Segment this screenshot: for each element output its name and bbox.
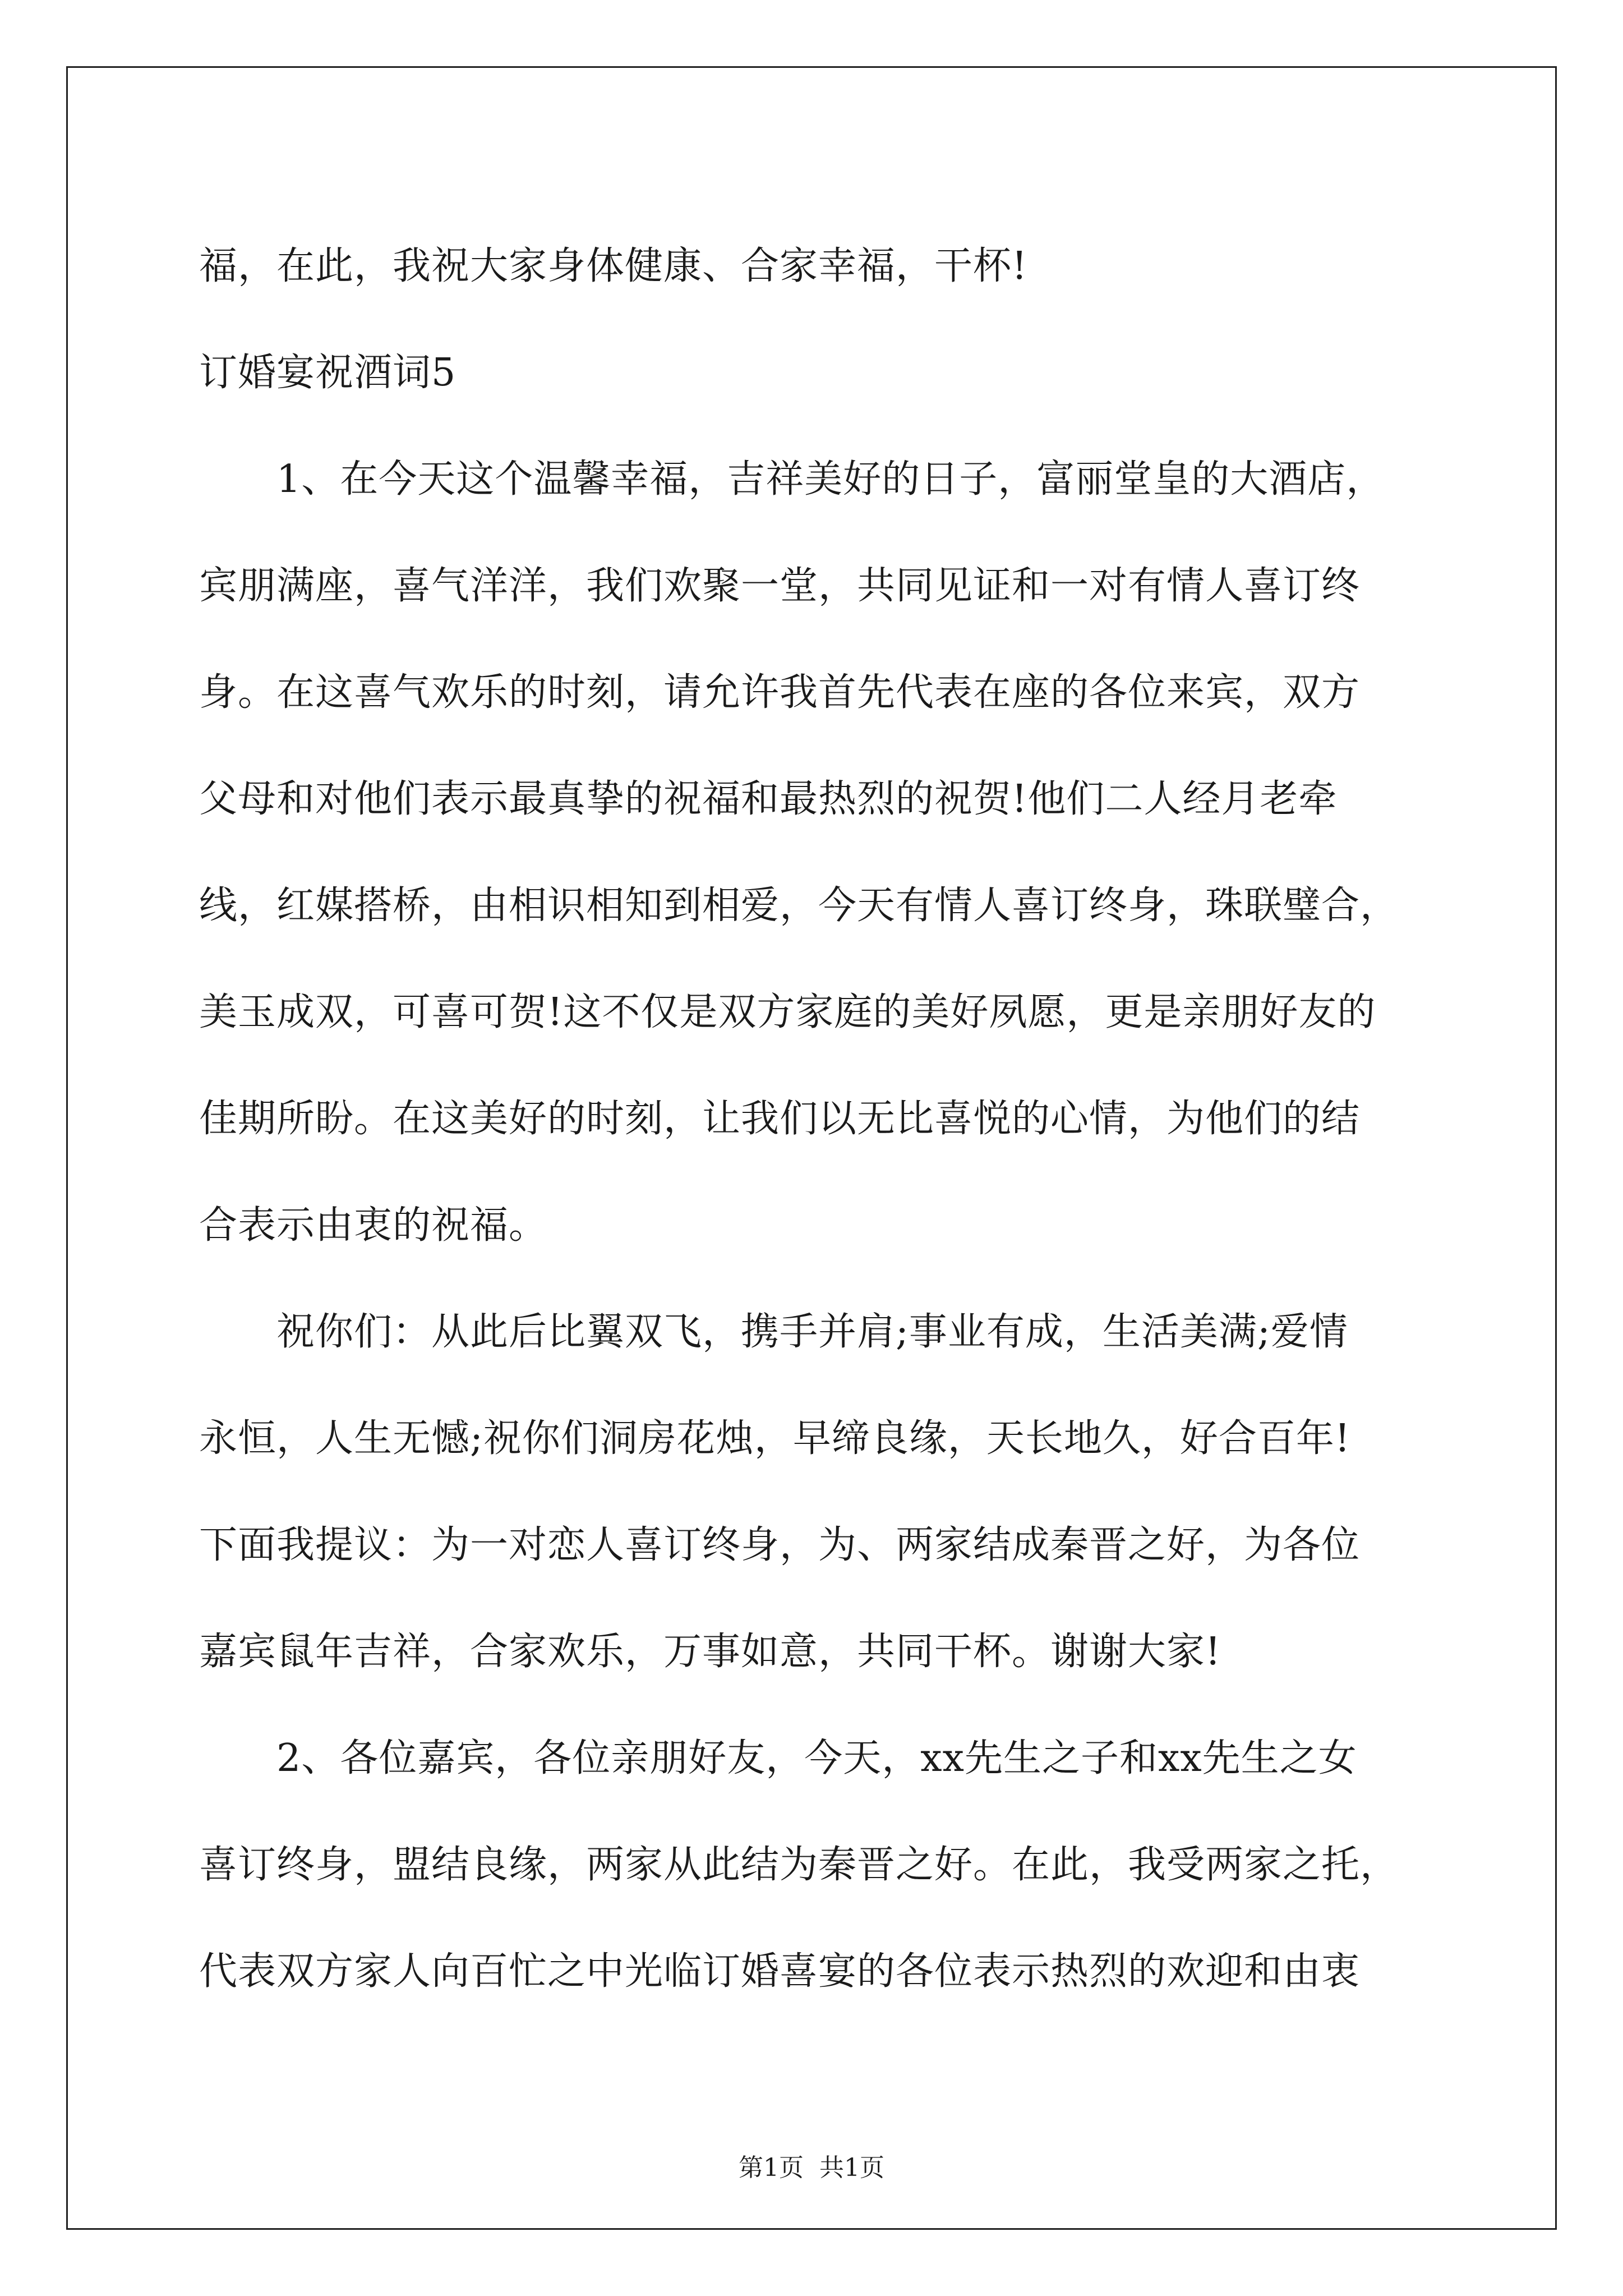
text-line: 代表双方家人向百忙之中光临订婚喜宴的各位表示热烈的欢迎和由衷 — [199, 1949, 1361, 1994]
document-body — [199, 213, 1433, 2025]
page-number-footer: 第1页 共1页 — [739, 2154, 884, 2182]
text-line: 身。在这喜气欢乐的时刻，请允许我首先代表在座的各位来宾，双方 — [199, 670, 1361, 715]
text-line: 喜订终身，盟结良缘，两家从此结为秦晋之好。在此，我受两家之托， — [199, 1843, 1399, 1887]
text-line: 合表示由衷的祝福。 — [199, 1203, 548, 1248]
text-line: 祝你们：从此后比翼双飞，携手并肩;事业有成，生活美满;爱情 — [199, 1310, 1348, 1354]
section-heading: 订婚宴祝酒词5 — [199, 351, 457, 395]
text-line: 下面我提议：为一对恋人喜订终身，为、两家结成秦晋之好，为各位 — [199, 1523, 1361, 1567]
text-line: 嘉宾鼠年吉祥，合家欢乐，万事如意，共同干杯。谢谢大家! — [199, 1630, 1221, 1674]
text-line: 父母和对他们表示最真挚的祝福和最热烈的祝贺!他们二人经月老牵 — [199, 777, 1338, 821]
text-line: 1、在今天这个温馨幸福，吉祥美好的日子，富丽堂皇的大酒店， — [199, 457, 1385, 501]
text-line: 2、各位嘉宾，各位亲朋好友，今天，xx先生之子和xx先生之女 — [199, 1736, 1357, 1780]
text-line: 美玉成双，可喜可贺!这不仅是双方家庭的美好夙愿，更是亲朋好友的 — [199, 990, 1376, 1034]
text-line: 线，红媒搭桥，由相识相知到相爱，今天有情人喜订终身，珠联璧合， — [199, 884, 1399, 928]
text-line: 佳期所盼。在这美好的时刻，让我们以无比喜悦的心情，为他们的结 — [199, 1097, 1361, 1141]
text-line: 永恒，人生无憾;祝你们洞房花烛，早缔良缘，天长地久，好合百年! — [199, 1416, 1351, 1461]
text-line: 宾朋满座，喜气洋洋，我们欢聚一堂，共同见证和一对有情人喜订终 — [199, 564, 1361, 608]
text-line: 福，在此，我祝大家身体健康、合家幸福，干杯! — [199, 244, 1028, 288]
